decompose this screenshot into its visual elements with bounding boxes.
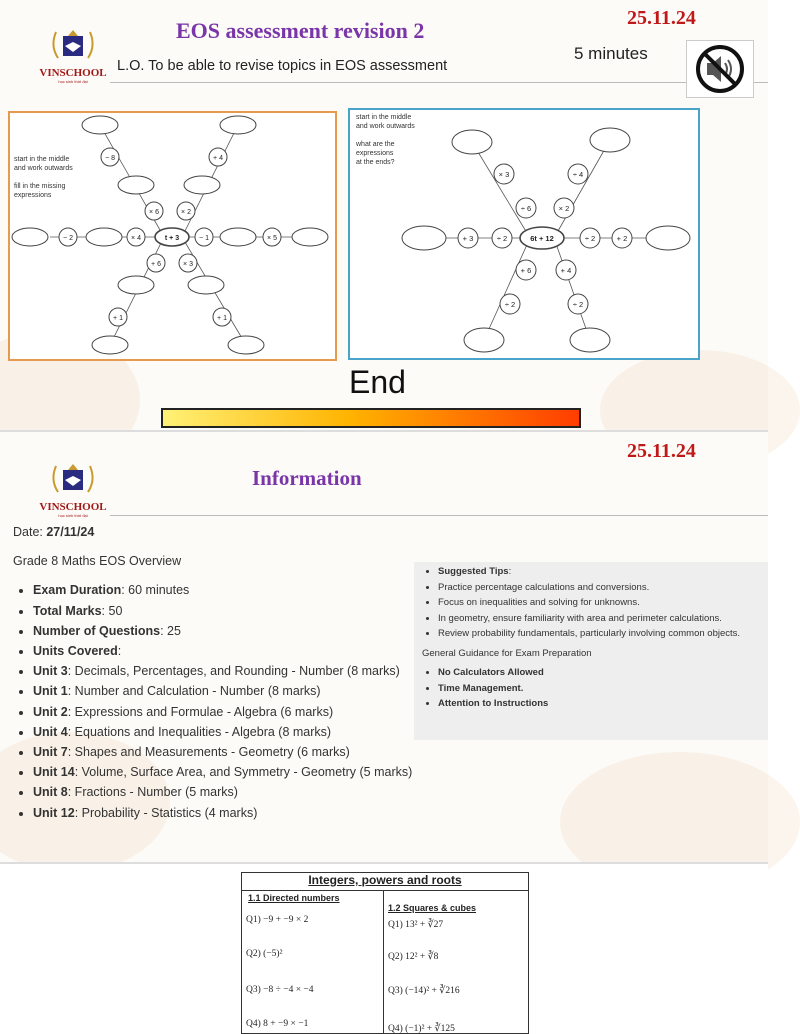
- column-heading: 1.2 Squares & cubes: [388, 903, 477, 913]
- end-label: End: [349, 364, 406, 400]
- suggested-tips-panel: • Suggested Tips: • Practice percentage calculations and conversions. • Focus on inequalities and solving for unknowns. • In geometry, ensure familiarity with area and perimeter calculations. • Review probability fundamentals, particularly involving common objects. General Guidance for Exam Preparation • No Calculators Allowed • Time Management. • Attention to Instructions: [414, 562, 768, 740]
- question: Q4) (−1)² + ∛125: [388, 1024, 455, 1034]
- tip-item: • Practice percentage calculations and conversions.: [438, 580, 768, 596]
- question: Q3) (−14)² + ∛216: [388, 986, 460, 996]
- centre-expression: 6t + 12: [530, 234, 554, 243]
- worksheet: [241, 872, 529, 1034]
- list-item: • Unit 14: Volume, Surface Area, and Symmetry - Geometry (5 marks): [33, 762, 433, 782]
- svg-text:÷ 4: ÷ 4: [572, 170, 584, 179]
- tip-item: • Focus on inequalities and solving for unknowns.: [438, 595, 768, 611]
- list-item: • Unit 8: Fractions - Number (5 marks): [33, 782, 433, 802]
- header-rule: [110, 515, 768, 516]
- answer-oval: [12, 228, 48, 246]
- right-spider-diagram: [348, 108, 700, 360]
- logo-crest-icon: [38, 28, 108, 62]
- svg-text:− 1: − 1: [199, 235, 209, 242]
- svg-text:× 2: × 2: [181, 209, 191, 216]
- column-heading: 1.1 Directed numbers: [248, 893, 340, 903]
- overview-heading: Grade 8 Maths EOS Overview: [13, 554, 182, 569]
- slide-eos-revision: [0, 0, 768, 430]
- question: Q1) −9 + −9 × 2: [246, 915, 309, 925]
- logo-tagline: học sinh thời đại: [58, 513, 88, 518]
- svg-text:÷ 2: ÷ 2: [504, 300, 516, 309]
- svg-text:− 8: − 8: [105, 155, 115, 162]
- answer-oval: [464, 328, 504, 352]
- list-item: • Total Marks: 50: [33, 601, 433, 621]
- svg-text:+ 4: + 4: [560, 266, 572, 275]
- question: Q3) −8 ÷ −4 × −4: [246, 985, 314, 995]
- svg-text:+ 2: + 2: [616, 234, 628, 243]
- answer-oval: [590, 128, 630, 152]
- worksheet-title: Integers, powers and roots: [308, 873, 462, 887]
- logo-name: VINSCHOOL: [39, 501, 107, 513]
- svg-text:− 2: − 2: [63, 235, 73, 242]
- svg-text:+ 4: + 4: [213, 155, 223, 162]
- left-instructions: start in the middle and work outwards fill in the missing expressions: [14, 156, 73, 199]
- squares-cubes-column: [388, 903, 476, 913]
- vinschool-logo: [38, 28, 108, 84]
- slide-date: 25.11.24: [627, 7, 696, 29]
- svg-text:× 6: × 6: [149, 209, 159, 216]
- timer-progress-bar: [161, 408, 581, 428]
- right-instructions: start in the middle and work outwards what are the expressions at the ends?: [356, 114, 415, 166]
- question: Q2) (−5)²: [246, 949, 283, 959]
- svg-text:+ 1: + 1: [217, 315, 227, 322]
- left-spider-diagram: [8, 111, 337, 361]
- question: Q1) 13² + ∛27: [388, 920, 444, 930]
- list-item: • Units Covered:: [33, 641, 433, 661]
- svg-text:+ 6: + 6: [151, 261, 161, 268]
- learning-objective: L.O. To be able to revise topics in EOS assessment: [117, 58, 448, 74]
- svg-text:× 3: × 3: [498, 170, 510, 179]
- slide-title: EOS assessment revision 2: [176, 18, 425, 43]
- tips-heading: Suggested Tips: [438, 566, 509, 577]
- right-diagram-lines: [350, 110, 698, 358]
- answer-oval: [118, 276, 154, 294]
- column-divider: [383, 891, 384, 1033]
- svg-text:× 4: × 4: [131, 235, 141, 242]
- timer-label: 5 minutes: [574, 44, 648, 63]
- slide-information: [0, 432, 768, 862]
- answer-oval: [228, 336, 264, 354]
- answer-oval: [82, 116, 118, 134]
- answer-oval: [220, 228, 256, 246]
- list-item: • Unit 1: Number and Calculation - Number (8 marks): [33, 681, 433, 701]
- list-item: • Unit 7: Shapes and Measurements - Geometry (6 marks): [33, 742, 433, 762]
- svg-text:÷ 2: ÷ 2: [496, 234, 508, 243]
- svg-text:+ 1: + 1: [113, 315, 123, 322]
- svg-text:÷ 2: ÷ 2: [572, 300, 584, 309]
- tip-item: • Review probability fundamentals, particularly involving common objects.: [438, 626, 768, 642]
- guidance-heading: General Guidance for Exam Preparation: [422, 647, 592, 659]
- answer-oval: [86, 228, 122, 246]
- answer-oval: [188, 276, 224, 294]
- slide-date: 25.11.24: [627, 440, 696, 462]
- answer-oval: [646, 226, 690, 250]
- vinschool-logo: [38, 462, 108, 518]
- answer-oval: [570, 328, 610, 352]
- directed-numbers-column: [248, 893, 340, 903]
- centre-expression: t + 3: [164, 235, 180, 242]
- answer-oval: [118, 176, 154, 194]
- question: Q4) 8 + −9 × −1: [246, 1019, 309, 1029]
- svg-text:÷ 6: ÷ 6: [520, 204, 532, 213]
- logo-name: VINSCHOOL: [39, 67, 107, 79]
- svg-text:× 5: × 5: [267, 235, 277, 242]
- svg-text:÷ 2: ÷ 2: [584, 234, 596, 243]
- logo-tagline: học sinh thời đại: [58, 79, 88, 84]
- exam-date-line: Date: 27/11/24: [13, 525, 95, 539]
- tip-item: • In geometry, ensure familiarity with area and perimeter calculations.: [438, 611, 768, 627]
- guidance-item: No Calculators Allowed: [438, 667, 544, 678]
- list-item: • Exam Duration: 60 minutes: [33, 580, 433, 600]
- left-diagram-lines: [10, 113, 335, 359]
- list-item: • Unit 4: Equations and Inequalities - Algebra (8 marks): [33, 722, 433, 742]
- answer-oval: [292, 228, 328, 246]
- svg-text:+ 6: + 6: [520, 266, 532, 275]
- list-item: • Unit 2: Expressions and Formulae - Algebra (6 marks): [33, 702, 433, 722]
- logo-crest-icon: [38, 462, 108, 496]
- overview-list: [13, 580, 433, 822]
- answer-oval: [220, 116, 256, 134]
- header-rule: [110, 82, 768, 83]
- list-item: • Unit 3: Decimals, Percentages, and Rounding - Number (8 marks): [33, 661, 433, 681]
- answer-oval: [184, 176, 220, 194]
- exam-overview: [13, 522, 433, 823]
- svg-text:× 2: × 2: [558, 204, 570, 213]
- list-item: • Unit 12: Probability - Statistics (4 marks): [33, 803, 433, 823]
- mute-button[interactable]: [686, 40, 754, 98]
- svg-text:+ 3: + 3: [462, 234, 474, 243]
- answer-oval: [402, 226, 446, 250]
- question: Q2) 12² + ∛8: [388, 952, 439, 962]
- answer-oval: [452, 130, 492, 154]
- guidance-item: Attention to Instructions: [438, 698, 549, 709]
- list-item: • Number of Questions: 25: [33, 621, 433, 641]
- slide-worksheet: [0, 864, 768, 1034]
- answer-oval: [92, 336, 128, 354]
- svg-text:× 3: × 3: [183, 261, 193, 268]
- guidance-item: Time Management.: [438, 682, 524, 694]
- speaker-muted-icon: [687, 41, 753, 97]
- slide-title: Information: [252, 466, 362, 490]
- title-rule: [242, 890, 528, 891]
